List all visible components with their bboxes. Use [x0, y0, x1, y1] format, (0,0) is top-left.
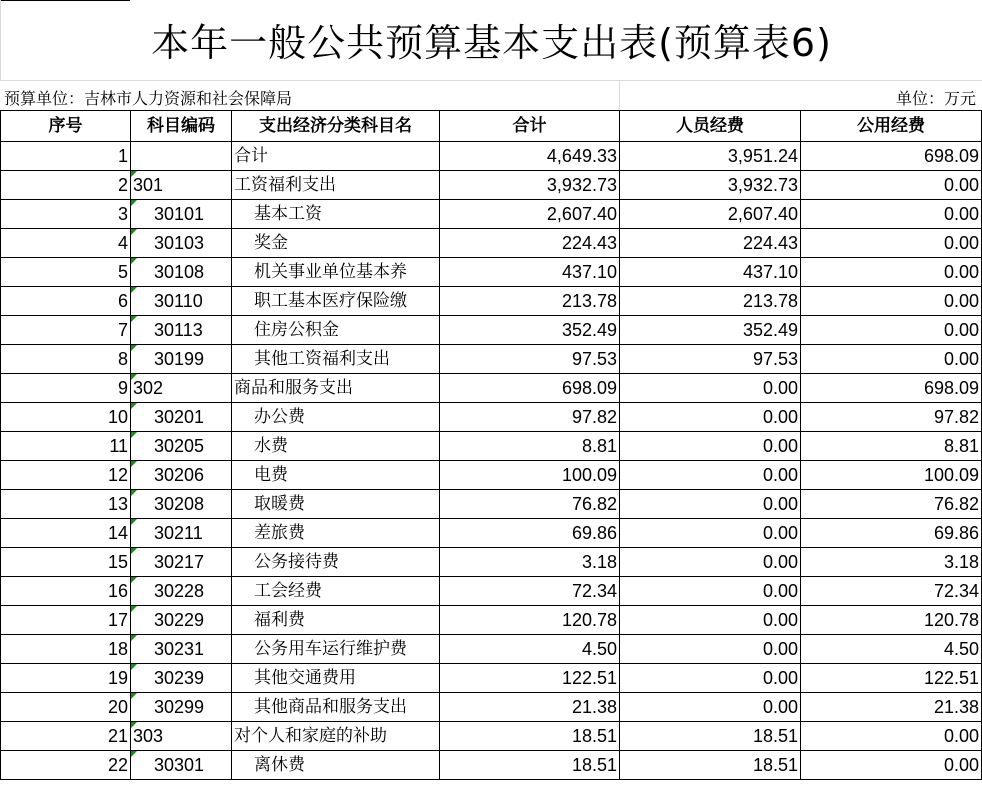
cell-index[interactable]: 12	[1, 461, 131, 490]
table-row	[1, 490, 982, 519]
cell-code[interactable]	[131, 229, 232, 258]
code-text: 30113	[154, 320, 203, 340]
meta-row	[0, 80, 982, 110]
cell-name[interactable]	[232, 200, 440, 229]
cell-name[interactable]	[232, 171, 440, 200]
header-name[interactable]: 支出经济分类科目名	[232, 111, 440, 142]
table-row	[1, 461, 982, 490]
cell-index[interactable]: 16	[1, 577, 131, 606]
cell-index[interactable]: 4	[1, 229, 131, 258]
cell-total[interactable]: 3.18	[440, 548, 620, 577]
code-text: 30211	[154, 523, 203, 543]
cell-comment-marker	[131, 287, 137, 293]
cell-code[interactable]	[131, 287, 232, 316]
cell-public[interactable]: 0.00	[801, 258, 982, 287]
cell-public[interactable]: 0.00	[801, 200, 982, 229]
cell-index[interactable]: 3	[1, 200, 131, 229]
cell-total[interactable]: 122.51	[440, 664, 620, 693]
cell-comment-marker	[131, 316, 137, 322]
cell-name[interactable]	[232, 142, 440, 171]
cell-index[interactable]: 18	[1, 635, 131, 664]
cell-personnel[interactable]: 0.00	[620, 519, 801, 548]
cell-name[interactable]	[232, 722, 440, 751]
table-body	[1, 142, 982, 780]
cell-comment-marker	[131, 490, 137, 496]
cell-public[interactable]: 698.09	[801, 142, 982, 171]
cell-index[interactable]: 10	[1, 403, 131, 432]
cell-name[interactable]	[232, 693, 440, 722]
code-text: 30228	[154, 581, 205, 601]
cell-total[interactable]: 21.38	[440, 693, 620, 722]
cell-public[interactable]: 120.78	[801, 606, 982, 635]
cell-code[interactable]	[131, 606, 232, 635]
cell-code[interactable]	[131, 635, 232, 664]
header-personnel[interactable]: 人员经费	[620, 111, 801, 142]
budget-unit-label: 预算单位：吉林市人力资源和社会保障局	[4, 89, 293, 108]
cell-code[interactable]	[131, 693, 232, 722]
cell-name[interactable]	[232, 229, 440, 258]
cell-public[interactable]: 0.00	[801, 316, 982, 345]
cell-total[interactable]: 18.51	[440, 722, 620, 751]
cell-code[interactable]	[131, 751, 232, 780]
name-text: 工会经费	[254, 581, 322, 601]
cell-name[interactable]	[232, 577, 440, 606]
cell-comment-marker	[131, 722, 137, 728]
cell-personnel[interactable]: 0.00	[620, 432, 801, 461]
code-text: 30199	[154, 349, 205, 369]
header-code[interactable]: 科目编码	[131, 111, 232, 142]
name-text: 其他工资福利支出	[254, 349, 390, 369]
cell-public[interactable]: 76.82	[801, 490, 982, 519]
cell-comment-marker	[131, 693, 137, 699]
cell-total[interactable]: 18.51	[440, 751, 620, 780]
table-row	[1, 751, 982, 780]
cell-index[interactable]: 14	[1, 519, 131, 548]
cell-code[interactable]	[131, 374, 232, 403]
cell-total[interactable]: 72.34	[440, 577, 620, 606]
cell-total[interactable]: 76.82	[440, 490, 620, 519]
cell-total[interactable]: 3,932.73	[440, 171, 620, 200]
cell-personnel[interactable]: 97.53	[620, 345, 801, 374]
cell-comment-marker	[131, 171, 137, 177]
code-text: 301	[133, 175, 164, 195]
cell-comment-marker	[131, 751, 137, 757]
cell-total[interactable]: 437.10	[440, 258, 620, 287]
cell-code[interactable]	[131, 200, 232, 229]
cell-total[interactable]: 8.81	[440, 432, 620, 461]
cell-name[interactable]	[232, 490, 440, 519]
name-text: 差旅费	[254, 523, 305, 543]
cell-comment-marker	[131, 200, 137, 206]
code-text: 30208	[154, 494, 205, 514]
cell-comment-marker	[131, 461, 137, 467]
header-index[interactable]: 序号	[1, 111, 131, 142]
cell-public[interactable]: 21.38	[801, 693, 982, 722]
name-text: 公务用车运行维护费	[254, 639, 407, 659]
code-text: 30217	[154, 552, 205, 572]
cell-public[interactable]: 122.51	[801, 664, 982, 693]
cell-personnel[interactable]: 0.00	[620, 693, 801, 722]
name-text: 奖金	[254, 233, 288, 253]
cell-total[interactable]: 4.50	[440, 635, 620, 664]
code-text: 30103	[154, 233, 205, 253]
code-text: 302	[133, 378, 164, 398]
cell-name[interactable]	[232, 548, 440, 577]
table-row	[1, 722, 982, 751]
cell-name[interactable]	[232, 316, 440, 345]
table-row	[1, 635, 982, 664]
cell-personnel[interactable]: 0.00	[620, 664, 801, 693]
cell-comment-marker	[131, 229, 137, 235]
cell-code[interactable]	[131, 316, 232, 345]
name-text: 商品和服务支出	[234, 378, 353, 398]
cell-comment-marker	[131, 635, 137, 641]
cell-comment-marker	[131, 548, 137, 554]
table-row	[1, 664, 982, 693]
cell-total[interactable]: 698.09	[440, 374, 620, 403]
cell-name[interactable]	[232, 606, 440, 635]
cell-public[interactable]: 0.00	[801, 287, 982, 316]
cell-public[interactable]: 698.09	[801, 374, 982, 403]
cell-index[interactable]: 7	[1, 316, 131, 345]
code-text: 30201	[154, 407, 205, 427]
cell-name[interactable]	[232, 519, 440, 548]
cell-code[interactable]	[131, 142, 232, 171]
cell-public[interactable]: 100.09	[801, 461, 982, 490]
table-row	[1, 229, 982, 258]
name-text: 办公费	[254, 407, 305, 427]
cell-name[interactable]	[232, 258, 440, 287]
cell-index[interactable]: 2	[1, 171, 131, 200]
table-row	[1, 171, 982, 200]
cell-comment-marker	[131, 403, 137, 409]
cell-public[interactable]: 0.00	[801, 751, 982, 780]
cell-index[interactable]: 20	[1, 693, 131, 722]
cell-personnel[interactable]: 0.00	[620, 548, 801, 577]
cell-public[interactable]: 3.18	[801, 548, 982, 577]
cell-personnel[interactable]: 18.51	[620, 722, 801, 751]
cell-personnel[interactable]: 3,932.73	[620, 171, 801, 200]
cell-code[interactable]	[131, 490, 232, 519]
cell-personnel[interactable]: 213.78	[620, 287, 801, 316]
name-text: 工资福利支出	[234, 175, 336, 195]
table-row	[1, 548, 982, 577]
cell-name[interactable]	[232, 287, 440, 316]
cell-comment-marker	[131, 432, 137, 438]
cell-comment-marker	[131, 519, 137, 525]
cell-personnel[interactable]: 0.00	[620, 374, 801, 403]
name-text: 水费	[254, 436, 288, 456]
cell-personnel[interactable]: 352.49	[620, 316, 801, 345]
cell-index[interactable]: 1	[1, 142, 131, 171]
cell-personnel[interactable]: 0.00	[620, 606, 801, 635]
cell-public[interactable]: 69.86	[801, 519, 982, 548]
cell-index[interactable]: 19	[1, 664, 131, 693]
cell-index[interactable]: 13	[1, 490, 131, 519]
name-text: 机关事业单位基本养	[254, 262, 407, 282]
cell-total[interactable]: 213.78	[440, 287, 620, 316]
cell-comment-marker	[131, 606, 137, 612]
cell-code[interactable]	[131, 664, 232, 693]
code-text: 30108	[154, 262, 205, 282]
cell-name[interactable]	[232, 432, 440, 461]
table-row	[1, 258, 982, 287]
cell-total[interactable]: 4,649.33	[440, 142, 620, 171]
page-title: 本年一般公共预算基本支出表(预算表6)	[151, 21, 832, 65]
cell-total[interactable]: 224.43	[440, 229, 620, 258]
cell-public[interactable]: 8.81	[801, 432, 982, 461]
cell-index[interactable]: 22	[1, 751, 131, 780]
name-text: 其他商品和服务支出	[254, 697, 407, 717]
cell-public[interactable]: 72.34	[801, 577, 982, 606]
table-row	[1, 200, 982, 229]
name-text: 公务接待费	[254, 552, 339, 572]
cell-public[interactable]: 0.00	[801, 171, 982, 200]
cell-personnel[interactable]: 0.00	[620, 461, 801, 490]
name-text: 基本工资	[254, 204, 322, 224]
cell-total[interactable]: 69.86	[440, 519, 620, 548]
cell-code[interactable]	[131, 519, 232, 548]
cell-name[interactable]	[232, 751, 440, 780]
table-row	[1, 316, 982, 345]
cell-total[interactable]: 352.49	[440, 316, 620, 345]
cell-code[interactable]	[131, 258, 232, 287]
budget-table	[0, 110, 982, 780]
code-text: 30239	[154, 668, 205, 688]
meta-divider	[619, 81, 620, 110]
currency-unit-label: 单位：万元	[895, 89, 976, 108]
table-row	[1, 142, 982, 171]
table-row	[1, 374, 982, 403]
cell-code[interactable]	[131, 577, 232, 606]
name-text: 合计	[234, 146, 268, 166]
cell-public[interactable]: 0.00	[801, 345, 982, 374]
cell-comment-marker	[131, 577, 137, 583]
cell-personnel[interactable]: 0.00	[620, 577, 801, 606]
cell-total[interactable]: 97.82	[440, 403, 620, 432]
cell-comment-marker	[131, 345, 137, 351]
cell-comment-marker	[131, 374, 137, 380]
cell-name[interactable]	[232, 345, 440, 374]
cell-public[interactable]: 4.50	[801, 635, 982, 664]
table-row	[1, 287, 982, 316]
cell-code[interactable]	[131, 461, 232, 490]
cell-public[interactable]: 0.00	[801, 229, 982, 258]
name-text: 职工基本医疗保险缴	[254, 291, 407, 311]
name-text: 住房公积金	[254, 320, 339, 340]
cell-code[interactable]	[131, 722, 232, 751]
cell-index[interactable]: 21	[1, 722, 131, 751]
title-row	[0, 0, 982, 80]
cell-personnel[interactable]: 2,607.40	[620, 200, 801, 229]
cell-name[interactable]	[232, 635, 440, 664]
cell-code[interactable]	[131, 432, 232, 461]
cell-index[interactable]: 15	[1, 548, 131, 577]
cell-personnel[interactable]: 0.00	[620, 403, 801, 432]
cell-personnel[interactable]: 18.51	[620, 751, 801, 780]
cell-index[interactable]: 17	[1, 606, 131, 635]
name-text: 取暖费	[254, 494, 305, 514]
cell-public[interactable]: 0.00	[801, 722, 982, 751]
header-public[interactable]: 公用经费	[801, 111, 982, 142]
cell-index[interactable]: 9	[1, 374, 131, 403]
cell-name[interactable]	[232, 461, 440, 490]
cell-code[interactable]	[131, 548, 232, 577]
cell-name[interactable]	[232, 403, 440, 432]
name-text: 其他交通费用	[254, 668, 356, 688]
name-text: 离休费	[254, 755, 305, 775]
header-total[interactable]: 合计	[440, 111, 620, 142]
cell-comment-marker	[131, 664, 137, 670]
name-text: 福利费	[254, 610, 305, 630]
cell-personnel[interactable]: 3,951.24	[620, 142, 801, 171]
cell-index[interactable]: 8	[1, 345, 131, 374]
table-row	[1, 693, 982, 722]
code-text: 30206	[154, 465, 205, 485]
table-row	[1, 519, 982, 548]
cell-total[interactable]: 120.78	[440, 606, 620, 635]
cell-total[interactable]: 2,607.40	[440, 200, 620, 229]
code-text: 30231	[154, 639, 205, 659]
cell-personnel[interactable]: 224.43	[620, 229, 801, 258]
cell-personnel[interactable]: 0.00	[620, 490, 801, 519]
name-text: 电费	[254, 465, 288, 485]
code-text: 30110	[154, 291, 203, 311]
header-row	[1, 111, 982, 142]
cell-code[interactable]	[131, 403, 232, 432]
code-text: 303	[133, 726, 164, 746]
code-text: 30299	[154, 697, 205, 717]
cell-public[interactable]: 97.82	[801, 403, 982, 432]
table-row	[1, 606, 982, 635]
cell-comment-marker	[131, 258, 137, 264]
table-row	[1, 403, 982, 432]
cell-personnel[interactable]: 437.10	[620, 258, 801, 287]
table-row	[1, 432, 982, 461]
cell-name[interactable]	[232, 374, 440, 403]
cell-personnel[interactable]: 0.00	[620, 635, 801, 664]
cell-name[interactable]	[232, 664, 440, 693]
cell-index[interactable]: 11	[1, 432, 131, 461]
cell-code[interactable]	[131, 171, 232, 200]
cell-index[interactable]: 6	[1, 287, 131, 316]
table-row	[1, 345, 982, 374]
name-text: 对个人和家庭的补助	[234, 726, 387, 746]
cell-total[interactable]: 97.53	[440, 345, 620, 374]
cell-code[interactable]	[131, 345, 232, 374]
code-text: 30301	[154, 755, 205, 775]
code-text: 30205	[154, 436, 205, 456]
code-text: 30229	[154, 610, 205, 630]
table-row	[1, 577, 982, 606]
code-text: 30101	[154, 204, 205, 224]
cell-index[interactable]: 5	[1, 258, 131, 287]
cell-total[interactable]: 100.09	[440, 461, 620, 490]
